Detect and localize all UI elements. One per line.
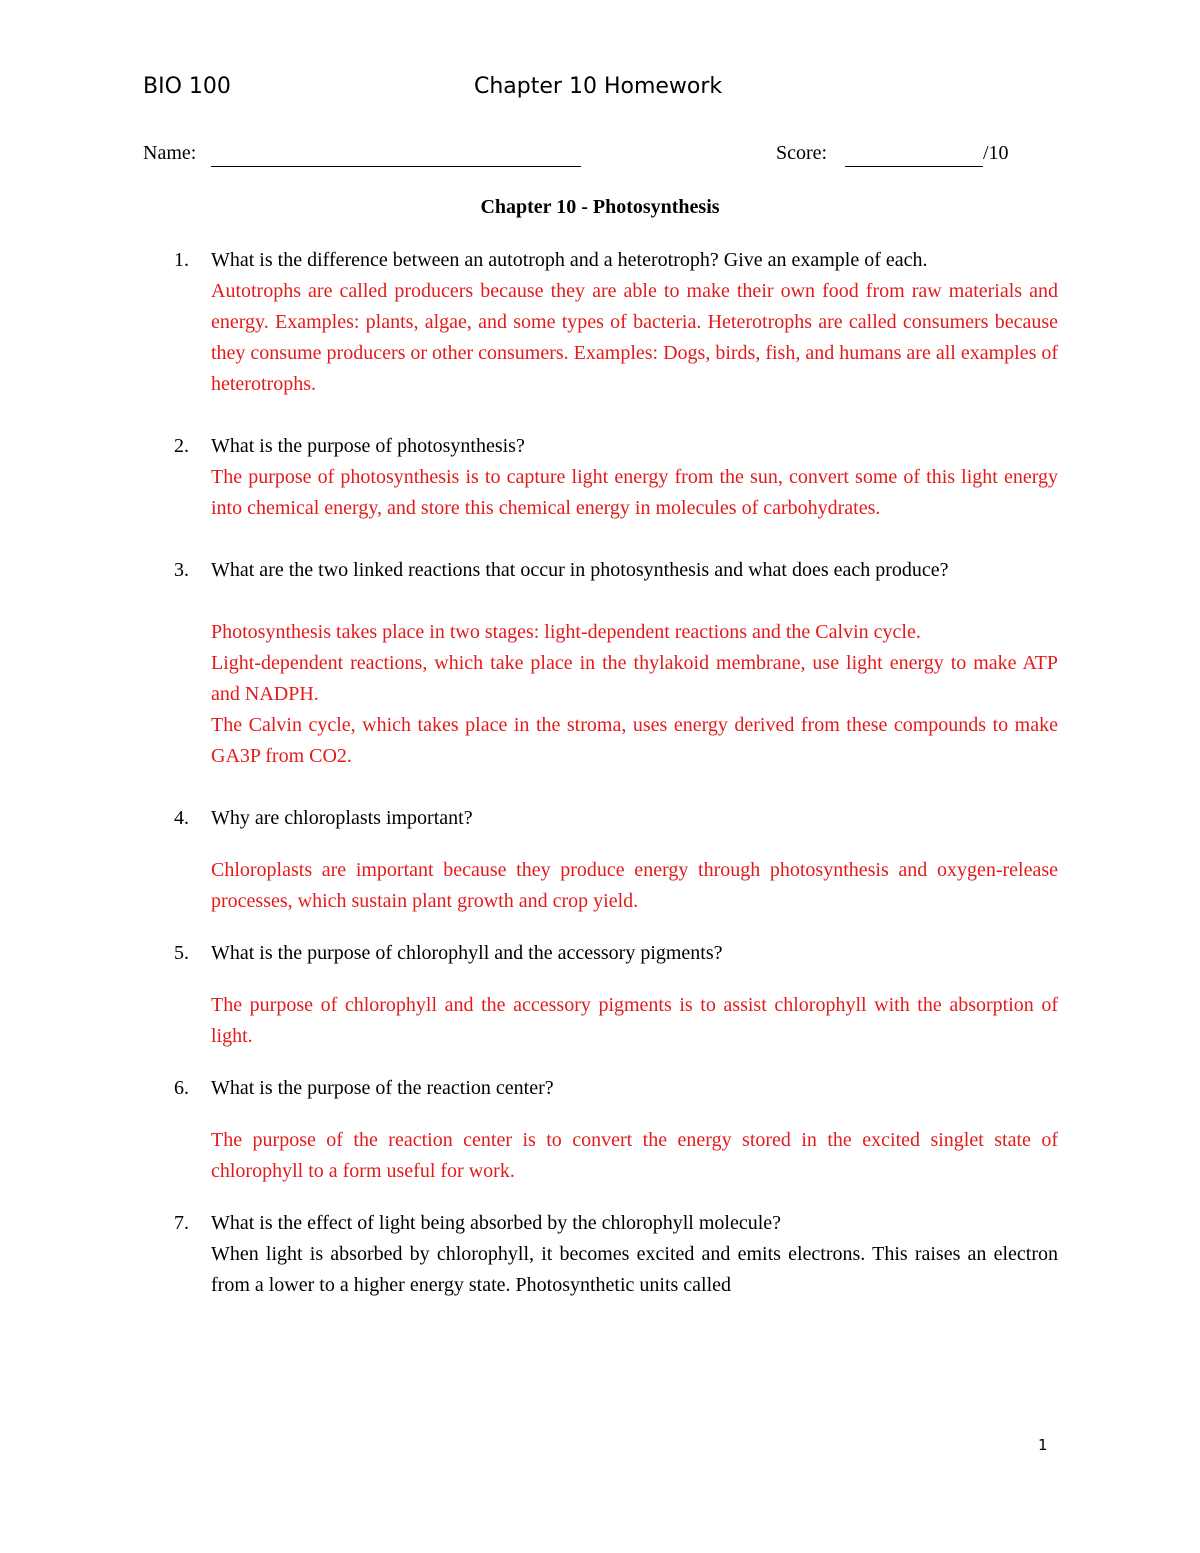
course-code: BIO 100: [143, 74, 231, 99]
chapter-heading: Chapter 10 - Photosynthesis: [480, 196, 720, 218]
score-field[interactable]: [845, 166, 983, 167]
question-list: [174, 245, 1059, 1301]
answer-text: Photosynthesis takes place in two stages: light-dependent reactions and the Calvin cycle.: [211, 621, 921, 643]
question-text: What are the two linked reactions that occur in photosynthesis and what does each produce?: [211, 559, 949, 581]
question-text: Why are chloroplasts important?: [211, 807, 473, 829]
question-item-5: [174, 938, 1058, 1052]
score-total: /10: [983, 142, 1009, 164]
name-label: Name:: [143, 142, 197, 164]
answer-text: Autotrophs are called producers because they are able to make their own food from raw materials and energy. Examples: plants, algae, and some types of bacteria. Heterotrophs are called consumers because they consume producers or other consumers. Examples: Dogs, birds, fish, and humans are all examples of heterotrophs.: [211, 280, 1059, 395]
question-item-2: [174, 431, 1058, 524]
question-number: 5.: [174, 942, 189, 964]
score-label: Score:: [776, 142, 828, 164]
question-text: What is the difference between an autotroph and a heterotroph? Give an example of each.: [211, 249, 928, 271]
question-number: 6.: [174, 1077, 189, 1099]
question-item-7: [174, 1208, 1058, 1301]
question-item-3: [174, 555, 1058, 772]
question-text: What is the effect of light being absorbed by the chlorophyll molecule?: [211, 1212, 782, 1234]
answer-text: When light is absorbed by chlorophyll, it becomes excited and emits electrons. This raises an electron from a lower to a higher energy state. Photosynthetic units called: [211, 1243, 1058, 1296]
name-field[interactable]: [211, 166, 581, 167]
answer-text: The purpose of the reaction center is to convert the energy stored in the excited singlet state of chlorophyll to a form useful for work.: [211, 1129, 1058, 1182]
answer-text: The purpose of chlorophyll and the accessory pigments is to assist chlorophyll with the absorption of light.: [211, 994, 1058, 1047]
page-header: [143, 74, 1057, 108]
question-number: 4.: [174, 807, 189, 829]
question-text: What is the purpose of photosynthesis?: [211, 435, 525, 457]
question-number: 1.: [174, 249, 189, 271]
question-number: 2.: [174, 435, 189, 457]
question-item-4: [174, 803, 1058, 917]
answer-text: The purpose of photosynthesis is to capture light energy from the sun, convert some of this light energy into chemical energy, and store this chemical energy in molecules of carbohydrates.: [211, 466, 1058, 519]
answer-text: Light-dependent reactions, which take place in the thylakoid membrane, use light energy to make ATP and NADPH.: [211, 652, 1058, 705]
answer-text: Chloroplasts are important because they produce energy through photosynthesis and oxygen-release processes, which sustain plant growth and crop yield.: [211, 859, 1058, 912]
question-text: What is the purpose of the reaction center?: [211, 1077, 554, 1099]
question-number: 3.: [174, 559, 189, 581]
page-number: 1: [1038, 1436, 1048, 1454]
question-text: What is the purpose of chlorophyll and the accessory pigments?: [211, 942, 723, 964]
answer-text: The Calvin cycle, which takes place in the stroma, uses energy derived from these compounds to make GA3P from CO2.: [211, 714, 1058, 767]
question-item-6: [174, 1073, 1058, 1187]
document-title: Chapter 10 Homework: [474, 74, 723, 99]
question-item-1: [174, 245, 1059, 400]
question-number: 7.: [174, 1212, 189, 1234]
name-score-row: [143, 142, 1057, 172]
